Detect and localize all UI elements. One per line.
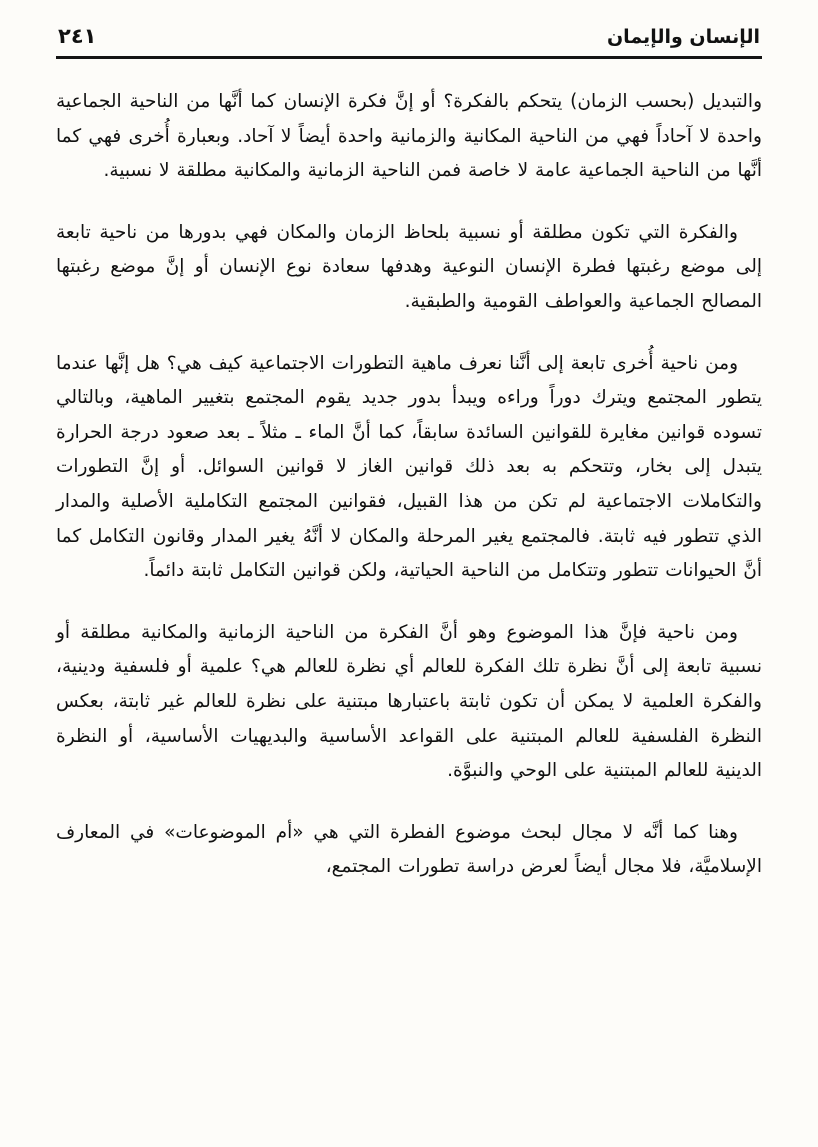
page-number: ٢٤١ <box>58 24 97 48</box>
paragraph: والتبديل (بحسب الزمان) يتحكم بالفكرة؟ أو إنَّ فكرة الإنسان كما أنَّها من الناحية الجماعية واحدة لا آحاداً فهي من الناحية المكانية والزمانية واحدة أيضاً لا آحاد. وبعبارة أُخرى فهي كما أنَّها من الناحية الجماعية عامة لا خاصة فمن الناحية الزمانية والمكانية مطلقة لا نسبية. <box>56 91 762 182</box>
header-rule <box>56 56 762 59</box>
paragraph: ومن ناحية أُخرى تابعة إلى أنَّنا نعرف ماهية التطورات الاجتماعية كيف هي؟ هل إنَّها عندما يتطور المجتمع ويترك دوراً وراءه ويبدأ بدور جديد يقوم المجتمع بتغيير الماهية، وبالتالي تسوده قوانين مغايرة للقوانين السائدة سابقاً، كما أنَّ الماء ـ مثلاً ـ بعد صعود درجة الحرارة يتبدل إلى بخار، وتتحكم به بعد ذلك قوانين الغاز لا قوانين السوائل. أو إنَّ التطورات والتكاملات الاجتماعية لم تكن من هذا القبيل، فقوانين المجتمع التكاملية الأصلية والمدار الذي تتطور فيه ثابتة. فالمجتمع يغير المرحلة والمكان لا أنَّهُ يغير المدار وقانون التكامل كما أنَّ الحيوانات تتطور وتتكامل من الناحية الحياتية، ولكن قوانين التكامل ثابتة دائماً. <box>56 352 762 582</box>
paragraph: وهنا كما أنَّه لا مجال لبحث موضوع الفطرة التي هي «أم الموضوعات» في المعارف الإسلاميَّة، فلا مجال أيضاً لعرض دراسة تطورات المجتمع، <box>56 821 762 878</box>
page-header <box>56 24 762 56</box>
page-body <box>56 85 762 885</box>
book-title: الإنسان والإيمان <box>606 26 760 48</box>
paragraph: ومن ناحية فإنَّ هذا الموضوع وهو أنَّ الفكرة من الناحية الزمانية والمكانية مطلقة أو نسبية تابعة إلى أنَّ نظرة تلك الفكرة للعالم أي نظرة للعالم هي؟ علمية أو فلسفية ودينية، والفكرة العلمية لا يمكن أن تكون ثابتة باعتبارها مبتنية على نظرة للعالم غير ثابتة، بعكس النظرة الفلسفية للعالم المبتنية على القواعد الأساسية والبديهيات الأساسية، أو النظرة الدينية للعالم المبتنية على الوحي والنبوَّة. <box>56 621 762 782</box>
paragraph: والفكرة التي تكون مطلقة أو نسبية بلحاظ الزمان والمكان فهي بدورها من ناحية تابعة إلى موضع رغبتها فطرة الإنسان النوعية وهدفها سعادة نوع الإنسان أو إنَّ موضع رغبتها المصالح الجماعية والعواطف القومية والطبقية. <box>56 221 762 312</box>
